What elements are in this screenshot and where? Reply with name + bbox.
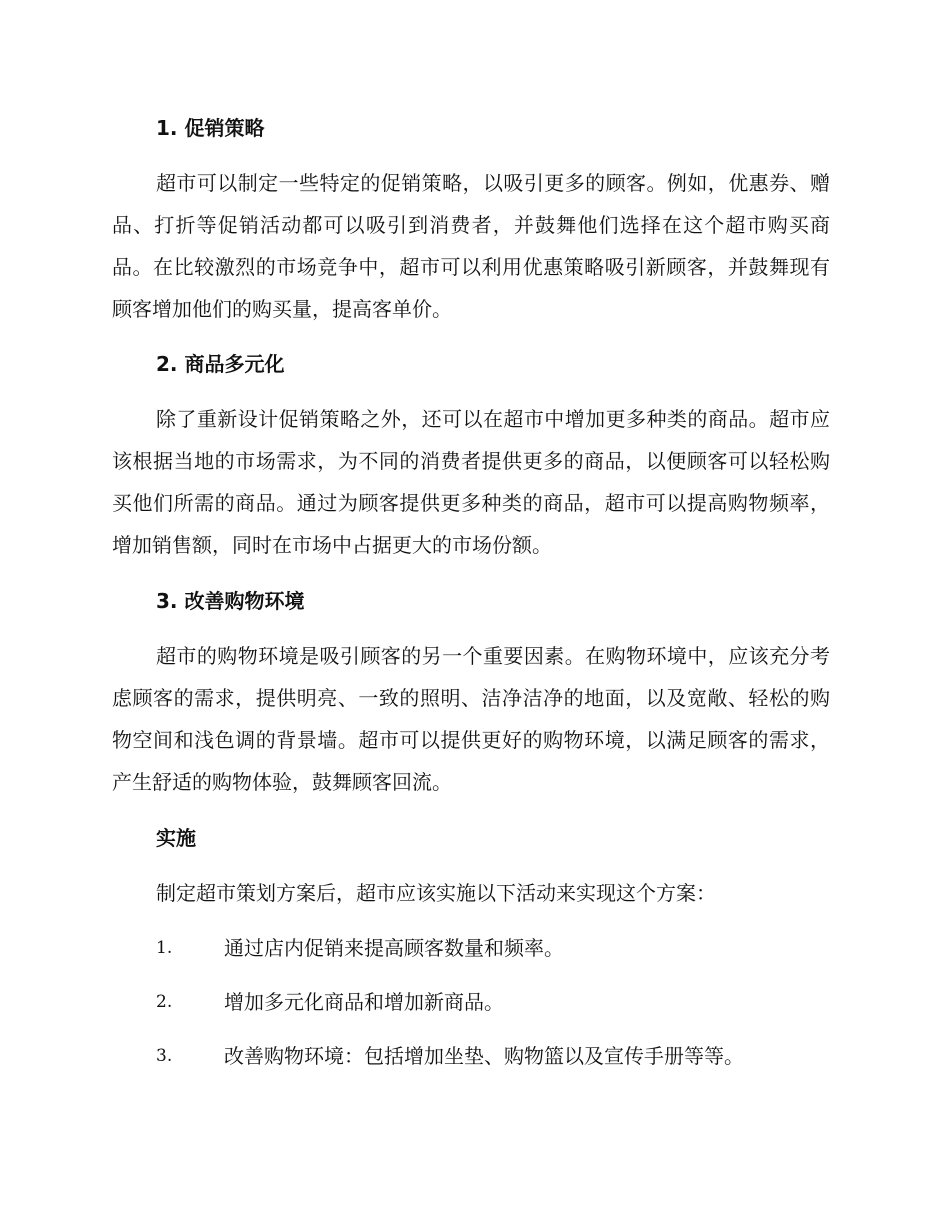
section-3-heading: 3. 改善购物环境: [156, 589, 305, 613]
implementation-heading: 实施: [156, 826, 196, 850]
list-item-number: 2.: [156, 992, 173, 1012]
list-item: [156, 934, 836, 962]
list-item: [156, 1042, 836, 1070]
list-item-text: 通过店内促销来提高顾客数量和频率。: [224, 936, 564, 960]
section-3-paragraph: 超市的购物环境是吸引顾客的另一个重要因素。在购物环境中，应该充分考虑顾客的需求，提供明亮、一致的照明、洁净洁净的地面，以及宽敞、轻松的购物空间和浅色调的背景墙。超市可以提供更好的购物环境，以满足顾客的需求，产生舒适的购物体验，鼓舞顾客回流。: [112, 644, 830, 794]
section-1-paragraph: 超市可以制定一些特定的促销策略，以吸引更多的顾客。例如，优惠券、赠品、打折等促销活动都可以吸引到消费者，并鼓舞他们选择在这个超市购买商品。在比较激烈的市场竞争中，超市可以利用优惠策略吸引新顾客，并鼓舞现有顾客增加他们的购买量，提高客单价。: [112, 171, 830, 321]
list-item: [156, 988, 836, 1016]
section-2-heading: 2. 商品多元化: [156, 352, 285, 376]
list-item-number: 3.: [156, 1046, 173, 1066]
list-item-text: 增加多元化商品和增加新商品。: [224, 990, 504, 1014]
list-item-text: 改善购物环境：包括增加坐垫、购物篮以及宣传手册等等。: [224, 1044, 744, 1068]
section-2-paragraph: 除了重新设计促销策略之外，还可以在超市中增加更多种类的商品。超市应该根据当地的市场需求，为不同的消费者提供更多的商品，以便顾客可以轻松购买他们所需的商品。通过为顾客提供更多种类的商品，超市可以提高购物频率，增加销售额，同时在市场中占据更大的市场份额。: [112, 407, 830, 557]
list-item-number: 1.: [156, 938, 173, 958]
section-1-heading: 1. 促销策略: [156, 116, 265, 140]
implementation-intro: 制定超市策划方案后，超市应该实施以下活动来实现这个方案：: [156, 881, 716, 905]
